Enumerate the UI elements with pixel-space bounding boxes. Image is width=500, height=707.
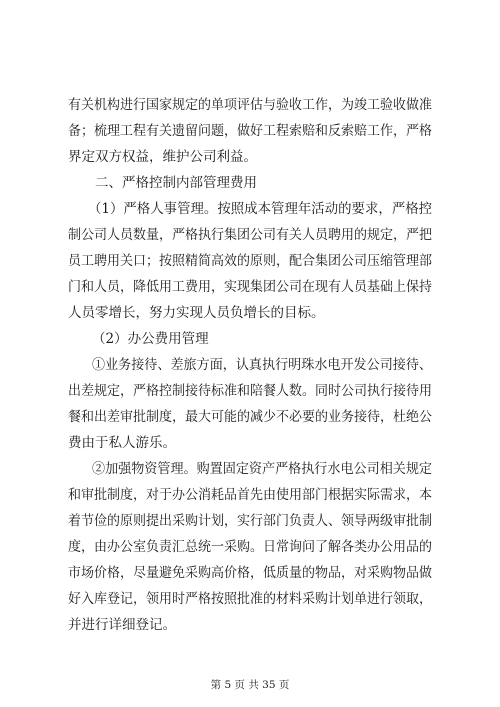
text-line: 餐和出差审批制度，最大可能的减少不必要的业务接待，杜绝公: [68, 409, 432, 425]
text-line: 和审批制度，对于办公消耗品首先由使用部门根据实际需求，本: [68, 487, 432, 503]
text-line: 备；梳理工程有关遗留问题，做好工程索赔和反索赔工作，严格: [68, 123, 432, 139]
text-line: 门和人员，降低用工费用，实现集团公司在现有人员基础上保持: [68, 279, 432, 295]
text-line: （1）严格人事管理。按照成本管理年活动的要求，严格控: [88, 201, 433, 217]
text-line: 着节俭的原则提出采购计划，实行部门负责人、领导两级审批制: [68, 513, 432, 529]
text-line: 费由于私人游乐。: [68, 435, 176, 451]
text-line: 员工聘用关口；按照精简高效的原则，配合集团公司压缩管理部: [68, 253, 432, 269]
subsection-heading: （2）办公费用管理: [92, 331, 209, 347]
text-line: 并进行详细登记。: [68, 617, 176, 633]
text-line: 度，由办公室负责汇总统一采购。日常询问了解各类办公用品的: [68, 539, 432, 555]
text-line: 人员零增长，努力实现人员负增长的目标。: [68, 305, 325, 321]
text-line: 界定双方权益，维护公司利益。: [68, 149, 257, 165]
section-heading: 二、严格控制内部管理费用: [95, 175, 257, 191]
text-line: ②加强物资管理。购置固定资产严格执行水电公司相关规定: [92, 461, 432, 477]
text-line: ①业务接待、差旅方面，认真执行明珠水电开发公司接待、: [92, 357, 432, 373]
text-line: 市场价格，尽量避免采购高价格，低质量的物品，对采购物品做: [68, 565, 432, 581]
text-line: 好入库登记，领用时严格按照批准的材料采购计划单进行领取，: [68, 591, 432, 607]
page-footer: 第 5 页 共 35 页: [210, 679, 290, 691]
text-line: 出差规定，严格控制接待标准和陪餐人数。同时公司执行接待用: [68, 383, 432, 399]
text-line: 制公司人员数量，严格执行集团公司有关人员聘用的规定，严把: [68, 227, 432, 243]
text-line: 有关机构进行国家规定的单项评估与验收工作，为竣工验收做准: [68, 97, 432, 113]
